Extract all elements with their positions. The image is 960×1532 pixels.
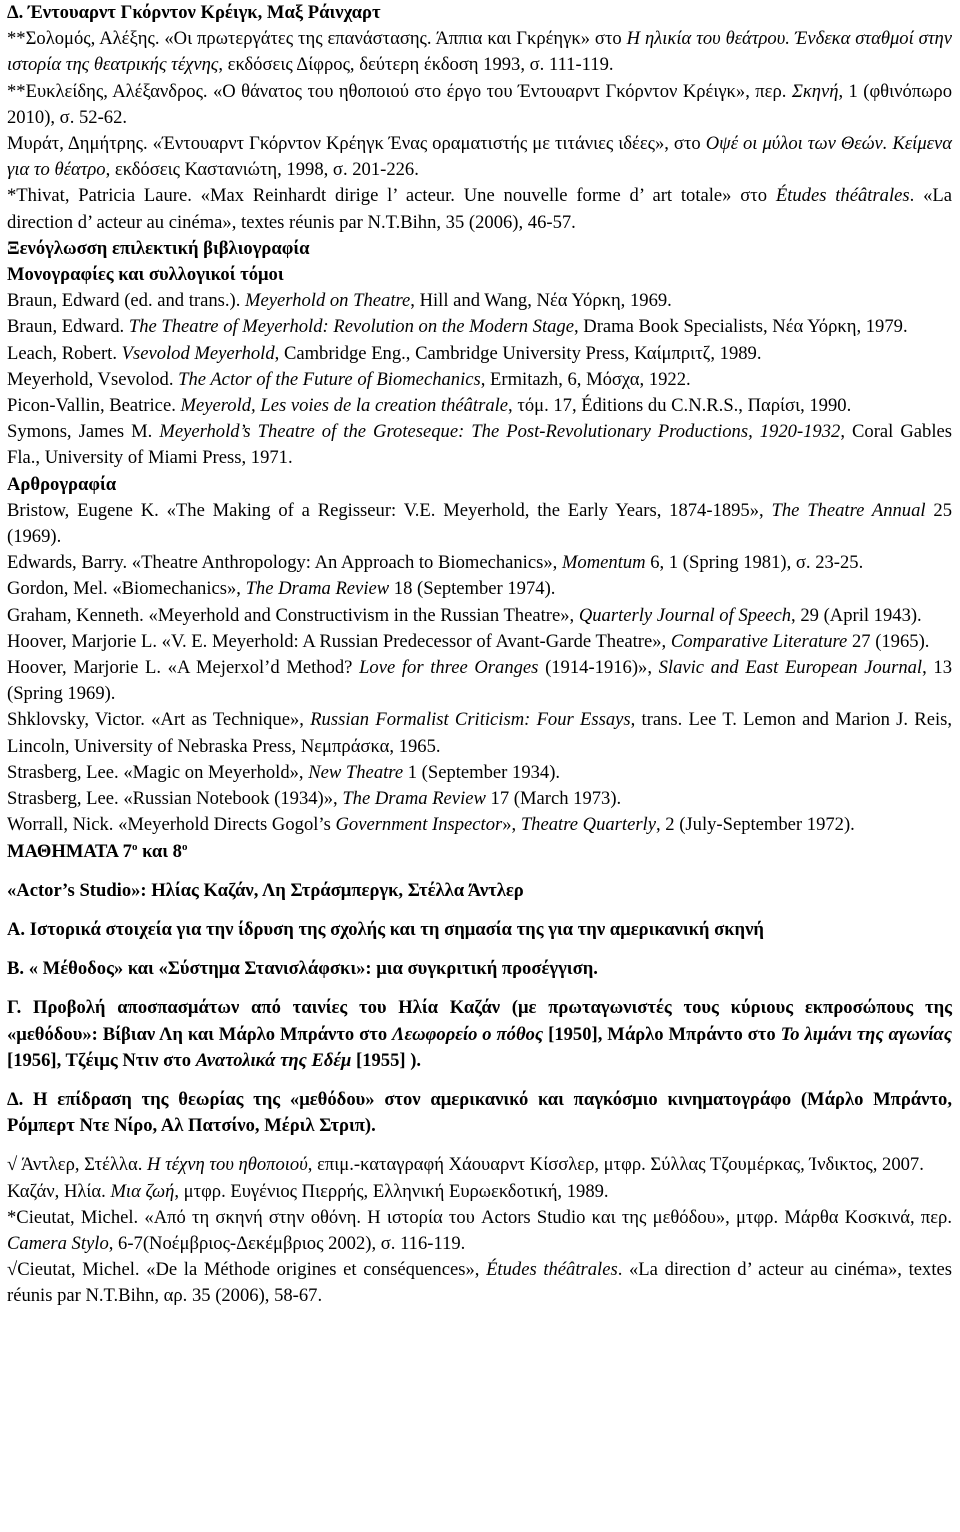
topic-d: Δ. Η επίδραση της θεωρίας της «μεθόδου» στον αμερικανικό και παγκόσμιο κινηματογράφο (Μάρλο Μπράντο, Ρόμπερτ Ντε Νίρο, Αλ Πατσίνο, Μέριλ Στριπ).	[7, 1088, 952, 1137]
lessons-heading: ΜΑΘΗΜΑΤΑ $7^o$ και $8^o$	[7, 840, 188, 862]
bib-entry: Meyerhold, Vsevolod. The Actor of the Future of Biomechanics, Ermitazh, 6, Μόσχα, 1922.	[7, 368, 691, 390]
bib-entry: Μυράτ, Δημήτρης. «Έντουαρντ Γκόρντον Κρέηγκ Ένας οραματιστής με τιτάνιες ιδέες», στο Οψέ οι μύλοι των Θεών. Κείμενα για το θέατρο, εκδόσεις Καστανιώτη, 1998, σ. 201-226.	[7, 133, 953, 181]
bib-entry: Bristow, Eugene K. «The Making of a Regisseur: V.E. Meyerhold, the Early Years, 1874-1895», The Theatre Annual 25 (1969).	[7, 499, 952, 548]
reading-entry: Καζάν, Ηλία. Μια ζωή, μτφρ. Ευγένιος Πιερρής, Ελληνική Ευρωεκδοτική, 1989.	[7, 1180, 609, 1202]
bib-entry: Edwards, Barry. «Theatre Anthropology: An Approach to Biomechanics», Momentum 6, 1 (Spring 1981), σ. 23-25.	[7, 552, 864, 574]
bib-entry: Gordon, Mel. «Biomechanics», The Drama Review 18 (September 1974).	[7, 578, 556, 600]
actors-studio-heading: «Actor’s Studio»: Ηλίας Καζάν, Λη Στράσμπεργκ, Στέλλα Άντλερ	[7, 879, 524, 901]
bib-entry: Braun, Edward (ed. and trans.). Meyerhold on Theatre, Hill and Wang, Νέα Υόρκη, 1969.	[7, 290, 672, 312]
bib-entry: Braun, Edward. The Theatre of Meyerhold: Revolution on the Modern Stage, Drama Book Specialists, Νέα Υόρκη, 1979.	[7, 316, 908, 338]
bib-entry: Hoover, Marjorie L. «A Mejerxol’d Method? Love for three Oranges (1914-1916)», Slavic and East European Journal, 13 (Spring 1969).	[7, 657, 952, 705]
bib-entry: Symons, James M. Meyerhold’s Theatre of the Groteseque: The Post-Revolutionary Productions, 1920-1932, Coral Gables Fla., University of Miami Press, 1971.	[7, 421, 952, 469]
reading-entry: *Cieutat, Michel. «Από τη σκηνή στην οθόνη. Η ιστορία του Actors Studio και της μεθόδου», μτφρ. Μάρθα Κοσκινά, περ. Camera Stylo, 6-7(Νοέμβριος-Δεκέμβριος 2002), σ. 116-119.	[7, 1206, 952, 1254]
bib-entry: Leach, Robert. Vsevolod Meyerhold, Cambridge Eng., Cambridge University Press, Καίμπριτζ, 1989.	[7, 342, 762, 364]
topic-b: Β. « Μέθοδος» και «Σύστημα Στανισλάφσκι»: μια συγκριτική προσέγγιση.	[7, 958, 598, 980]
bib-entry: *Thivat, Patricia Laure. «Max Reinhardt dirige l’ acteur. Une nouvelle forme d’ art totale» στο Études théâtrales. «La direction d’ acteur au cinéma», textes réunis par N.T.Bihn, 35 (2006), 46-57.	[7, 185, 952, 233]
bib-entry: Graham, Kenneth. «Meyerhold and Constructivism in the Russian Theatre», Quarterly Journal of Speech, 29 (April 1943).	[7, 604, 922, 626]
foreign-bibliography-heading: Ξενόγλωσση επιλεκτική βιβλιογραφία	[7, 237, 310, 259]
bib-entry: Strasberg, Lee. «Magic on Meyerhold», New Theatre 1 (September 1934).	[7, 761, 561, 783]
topic-a: Α. Ιστορικά στοιχεία για την ίδρυση της σχολής και τη σημασία της για την αμερικανική σκηνή	[7, 918, 764, 940]
reading-entry: √Cieutat, Michel. «De la Méthode origines et conséquences», Études théâtrales. «La direction d’ acteur au cinéma», textes réunis par N.T.Bihn, αρ. 35 (2006), 58-67.	[7, 1259, 952, 1307]
articles-heading: Αρθρογραφία	[7, 473, 117, 495]
bib-entry: **Ευκλείδης, Αλέξανδρος. «Ο θάνατος του ηθοποιού στο έργο του Έντουαρντ Γκόρντον Κρέιγκ», περ. Σκηνή, 1 (φθινόπωρο 2010), σ. 52-62.	[7, 80, 952, 128]
bib-entry: Worrall, Nick. «Meyerhold Directs Gogol’s Government Inspector», Theatre Quarterly, 2 (July-September 1972).	[7, 814, 855, 836]
bib-entry: Picon-Vallin, Beatrice. Meyerold, Les voies de la creation théâtrale, τόμ. 17, Éditions du C.N.R.S., Παρίσι, 1990.	[7, 395, 852, 417]
topic-g: Γ. Προβολή αποσπασμάτων από ταινίες του Ηλία Καζάν (με πρωταγωνιστές τους κύριους εκπροσώπους της «μεθόδου»: Βίβιαν Λη και Μάρλο Μπράντο στο Λεωφορείο ο πόθος [1950], Μάρλο Μπράντο στο Το λιμάνι της αγωνίας [1956], Τζέιμς Ντιν στο Ανατολικά της Εδέμ [1955] ).	[7, 997, 952, 1071]
monographs-heading: Μονογραφίες και συλλογικοί τόμοι	[7, 264, 284, 286]
bib-entry: **Σολομός, Αλέξης. «Οι πρωτεργάτες της επανάστασης. Άππια και Γκρέηγκ» στο Η ηλικία του θεάτρου. Ένδεκα σταθμοί στην ιστορία της θεατρικής τέχνης, εκδόσεις Δίφρος, δεύτερη έκδοση 1993, σ. 111-119.	[7, 28, 952, 76]
reading-entry: √ Άντλερ, Στέλλα. Η τέχνη του ηθοποιού, επιμ.-καταγραφή Χάουαρντ Κίσσλερ, μτφρ. Σύλλας Τζουμέρκας, Ίνδικτος, 2007.	[7, 1154, 924, 1176]
bib-entry: Shklovsky, Victor. «Art as Technique», Russian Formalist Criticism: Four Essays, trans. Lee T. Lemon and Marion J. Reis, Lincoln, University of Nebraska Press, Νεμπράσκα, 1965.	[7, 709, 952, 757]
bib-entry: Hoover, Marjorie L. «V. E. Meyerhold: A Russian Predecessor of Avant-Garde Theatre», Comparative Literature 27 (1965).	[7, 630, 930, 652]
section-heading: Δ. Έντουαρντ Γκόρντον Κρέιγκ, Μαξ Ράινχαρτ	[7, 2, 381, 23]
bib-entry: Strasberg, Lee. «Russian Notebook (1934)», The Drama Review 17 (March 1973).	[7, 788, 622, 810]
